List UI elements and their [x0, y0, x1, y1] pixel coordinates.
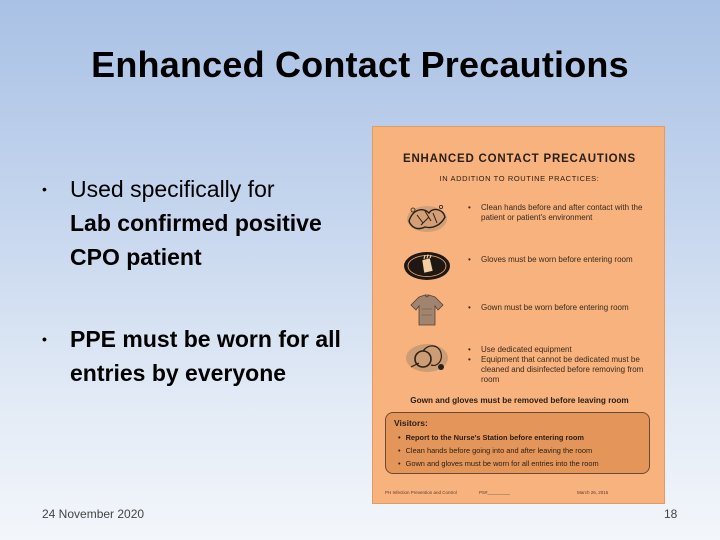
visitors-item: • Clean hands before going into and after leaving the room	[398, 444, 599, 457]
slide-date: 24 November 2020	[42, 507, 145, 521]
poster-item-line: Use dedicated equipment	[481, 345, 572, 354]
bullet-item	[42, 172, 352, 274]
visitors-box	[385, 412, 650, 474]
bullet-emphasis: Lab confirmed positive CPO patient	[70, 210, 322, 270]
poster-item-text: • Use dedicated equipment • Equipment that cannot be dedicated must be cleaned and disinfected before removing from room	[468, 345, 644, 384]
poster-footer-date: March 26, 2015	[577, 490, 609, 495]
poster-subtitle: IN ADDITION TO ROUTINE PRACTICES:	[439, 174, 600, 183]
visitors-item: • Report to the Nurse's Station before entering room	[398, 431, 599, 444]
equipment-icon	[403, 341, 451, 375]
bullet-item	[42, 322, 352, 390]
precautions-poster	[372, 126, 665, 504]
bullet-text: Used specifically for	[70, 176, 275, 202]
visitors-list	[398, 431, 599, 470]
poster-item-line: Clean hands before and after contact with the patient or patient's environment	[481, 203, 643, 222]
visitors-title: Visitors:	[394, 418, 428, 428]
poster-footer-code: PS#_________	[479, 490, 511, 495]
bullet-text: PPE must be worn for all entries by everyone	[70, 326, 341, 386]
poster-warning: Gown and gloves must be removed before leaving room	[410, 396, 629, 405]
poster-item-line: Gloves must be worn before entering room	[481, 255, 633, 264]
poster-item	[395, 199, 660, 243]
poster-item	[395, 339, 660, 391]
poster-item	[395, 293, 660, 333]
poster-item-text: • Clean hands before and after contact with the patient or patient's environment	[468, 203, 643, 222]
hand-washing-icon	[403, 201, 451, 235]
poster-item	[395, 249, 660, 285]
poster-item-line: Equipment that cannot be dedicated must be cleaned and disinfected before removing from room	[481, 355, 644, 384]
gown-icon	[403, 293, 451, 327]
poster-item-text: • Gloves must be worn before entering room	[468, 255, 633, 264]
visitors-item: • Gown and gloves must be worn for all entries into the room	[398, 457, 599, 470]
bullet-list	[42, 172, 352, 390]
slide-title: Enhanced Contact Precautions	[91, 44, 629, 85]
bullet-dot: •	[42, 331, 47, 347]
poster-title: ENHANCED CONTACT PRECAUTIONS	[402, 153, 637, 165]
poster-footer-org: PH Infection Prevention and Control	[385, 490, 457, 495]
bullet-dot: •	[42, 181, 47, 197]
gloves-icon	[403, 249, 451, 283]
poster-item-text: • Gown must be worn before entering room	[468, 303, 629, 312]
slide-page-number: 18	[664, 507, 678, 521]
poster-item-line: Gown must be worn before entering room	[481, 303, 629, 312]
